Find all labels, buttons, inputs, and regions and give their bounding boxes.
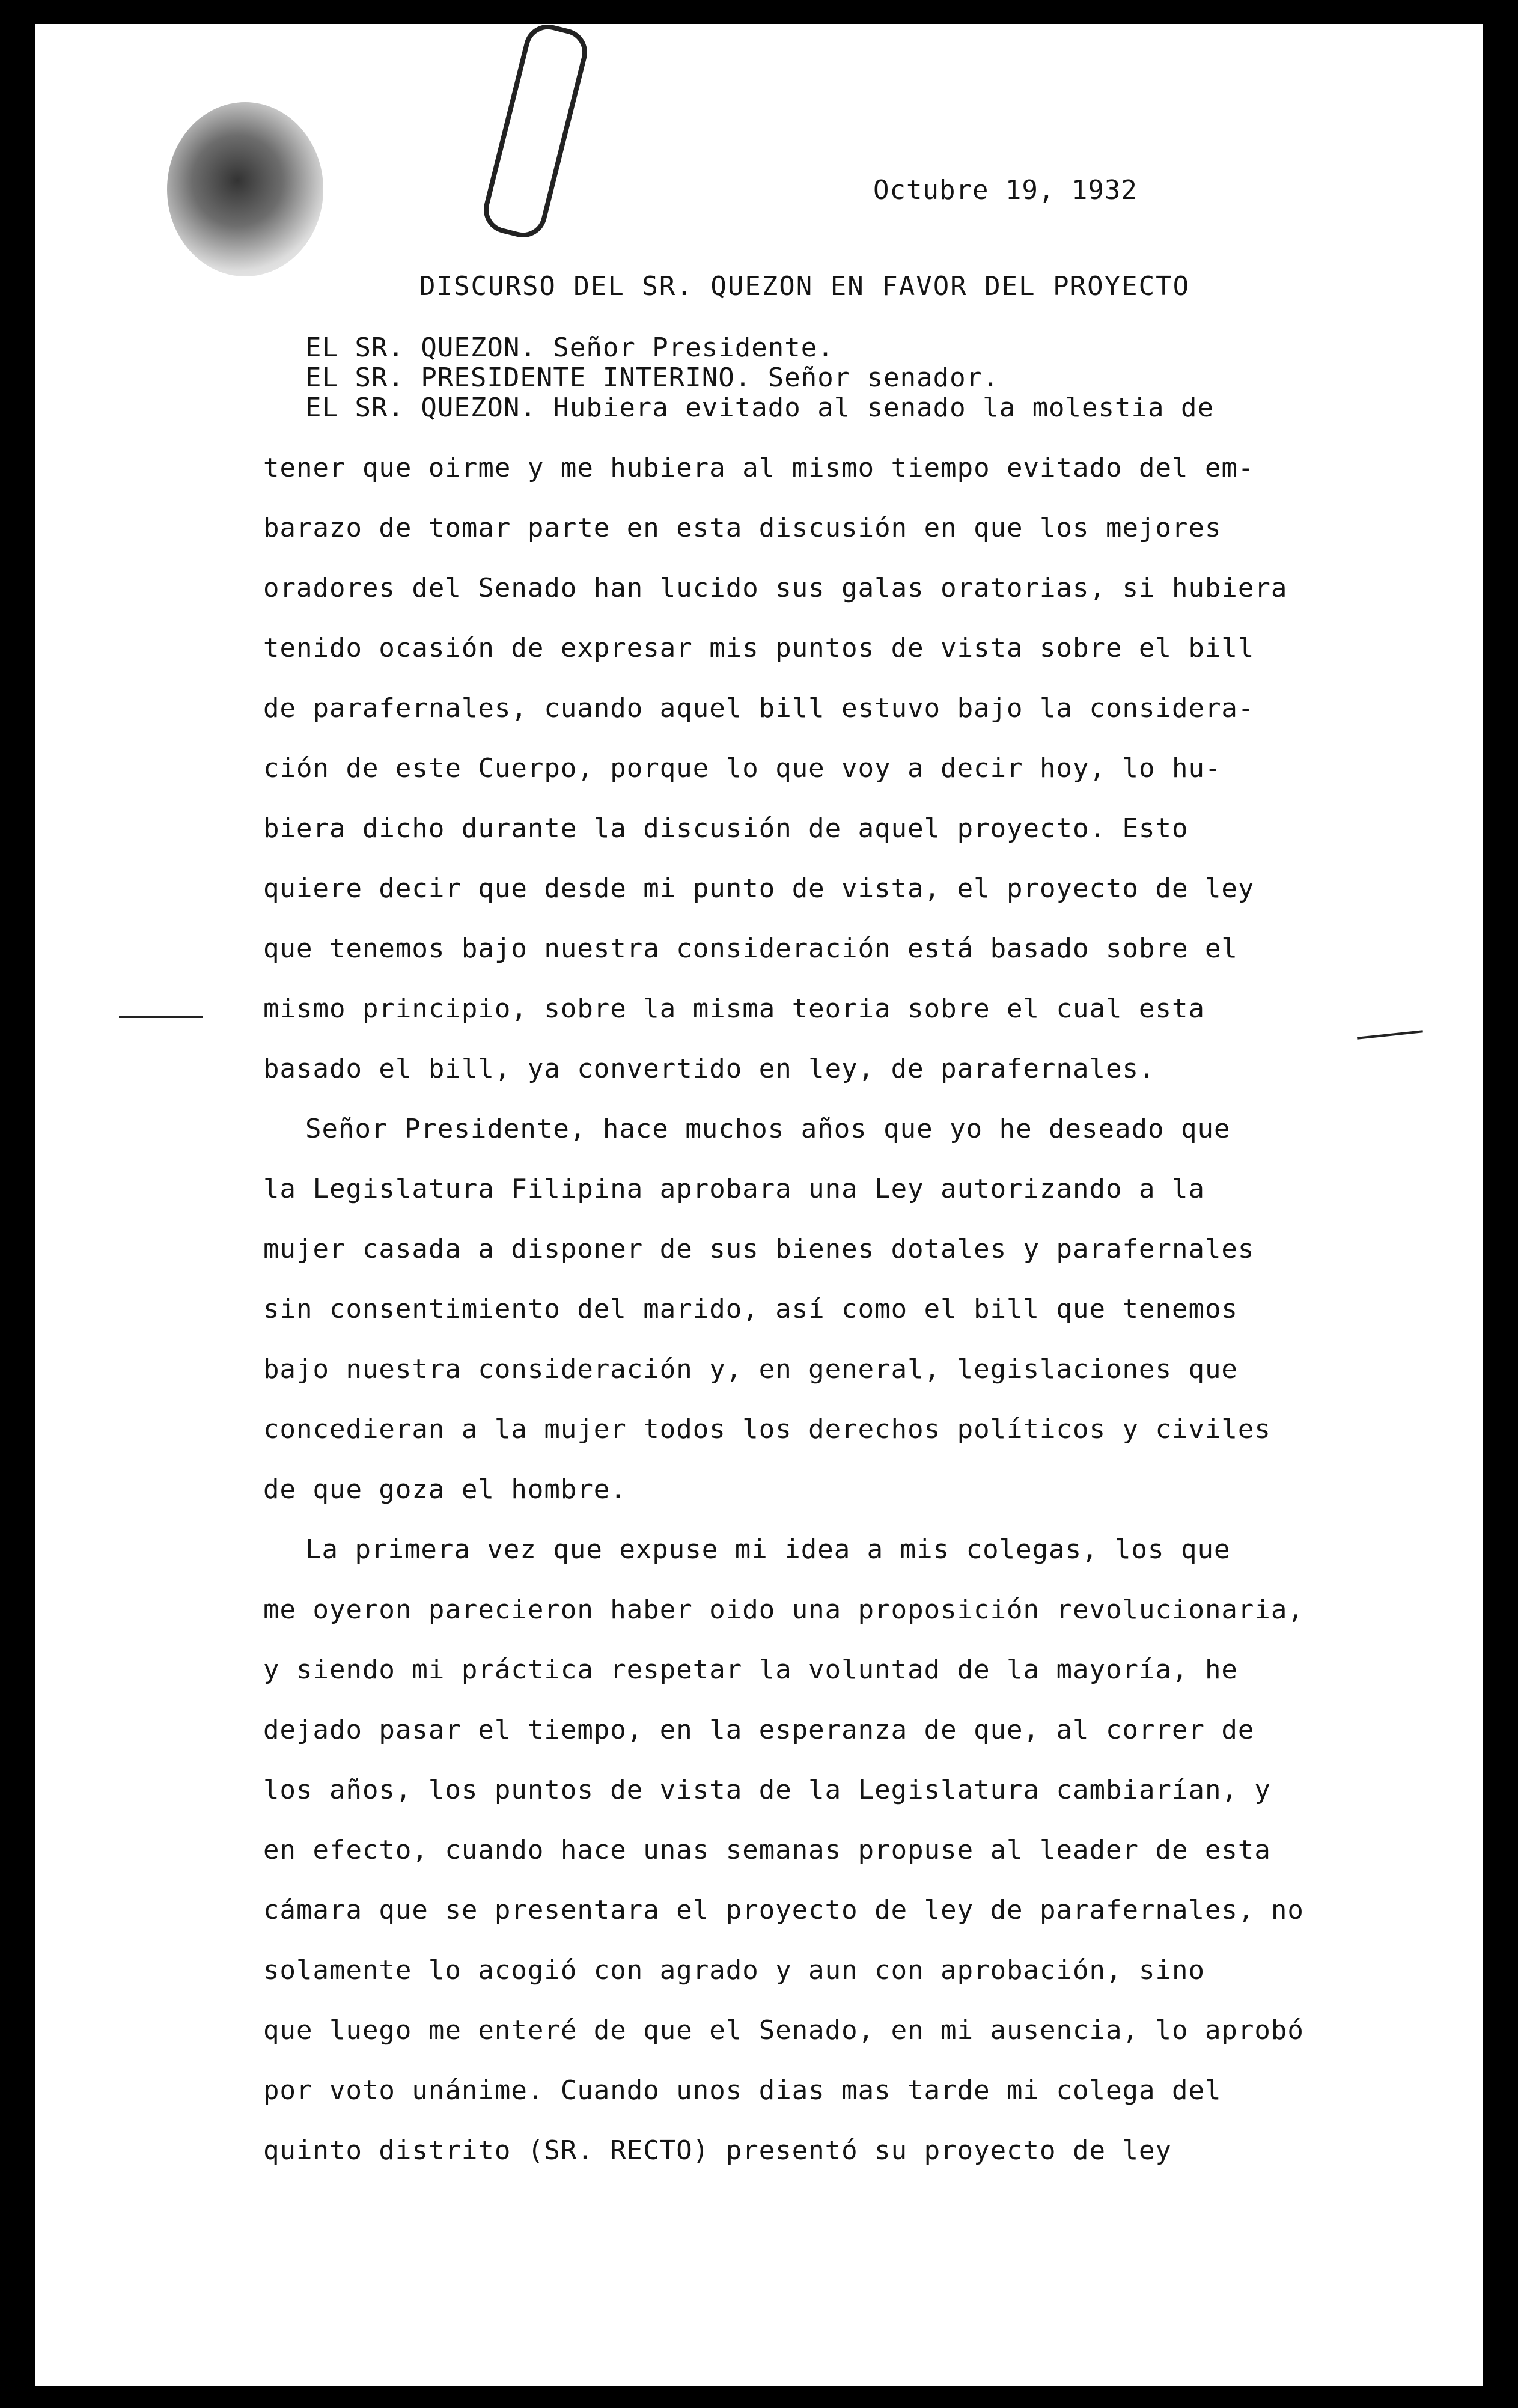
text-line: de parafernales, cuando aquel bill estuvo bajo la considera- [263, 693, 1255, 724]
text-line: concedieran a la mujer todos los derechos políticos y civiles [263, 1414, 1271, 1445]
text-line: solamente lo acogió con agrado y aun con aprobación, sino [263, 1955, 1205, 1986]
stray-mark [1357, 1030, 1423, 1039]
text-line: barazo de tomar parte en esta discusión en que los mejores [263, 513, 1222, 543]
document-page [35, 24, 1483, 2386]
text-line: dejado pasar el tiempo, en la esperanza de que, al correr de [263, 1715, 1255, 1745]
text-line: quiere decir que desde mi punto de vista, el proyecto de ley [263, 873, 1255, 904]
text-line: Señor Presidente, hace muchos años que yo he deseado que [305, 1114, 1231, 1144]
text-line: oradores del Senado han lucido sus galas oratorias, si hubiera [263, 573, 1288, 603]
text-line: que tenemos bajo nuestra consideración está basado sobre el [263, 933, 1238, 964]
text-line: cámara que se presentara el proyecto de ley de parafernales, no [263, 1895, 1304, 1925]
text-line: en efecto, cuando hace unas semanas propuse al leader de esta [263, 1835, 1271, 1865]
stray-mark [119, 1016, 203, 1018]
text-line: y siendo mi práctica respetar la voluntad de la mayoría, he [263, 1654, 1238, 1685]
text-line: bajo nuestra consideración y, en general, legislaciones que [263, 1354, 1238, 1385]
text-line: EL SR. PRESIDENTE INTERINO. Señor senador. [305, 362, 999, 393]
text-line: la Legislatura Filipina aprobara una Ley autorizando a la [263, 1174, 1205, 1204]
ink-stain [167, 102, 323, 276]
text-line: por voto unánime. Cuando unos dias mas tarde mi colega del [263, 2075, 1222, 2106]
text-line: mismo principio, sobre la misma teoria sobre el cual esta [263, 993, 1205, 1024]
document-date: Octubre 19, 1932 [873, 175, 1138, 206]
text-line: La primera vez que expuse mi idea a mis colegas, los que [305, 1534, 1231, 1565]
text-line: que luego me enteré de que el Senado, en mi ausencia, lo aprobó [263, 2015, 1304, 2046]
text-line: basado el bill, ya convertido en ley, de parafernales. [263, 1053, 1156, 1084]
text-line: de que goza el hombre. [263, 1474, 627, 1505]
text-line: tener que oirme y me hubiera al mismo tiempo evitado del em- [263, 453, 1255, 483]
text-line: mujer casada a disponer de sus bienes dotales y parafernales [263, 1234, 1255, 1264]
text-line: biera dicho durante la discusión de aquel proyecto. Esto [263, 813, 1189, 844]
text-line: ción de este Cuerpo, porque lo que voy a decir hoy, lo hu- [263, 753, 1222, 784]
text-line: EL SR. QUEZON. Hubiera evitado al senado la molestia de [305, 392, 1214, 423]
text-line: quinto distrito (SR. RECTO) presentó su proyecto de ley [263, 2135, 1172, 2166]
text-line: los años, los puntos de vista de la Legislatura cambiarían, y [263, 1775, 1271, 1805]
paper-clip [479, 24, 593, 243]
text-line: EL SR. QUEZON. Señor Presidente. [305, 332, 834, 363]
document-title: DISCURSO DEL SR. QUEZON EN FAVOR DEL PROYECTO [419, 271, 1190, 302]
text-line: me oyeron parecieron haber oido una proposición revolucionaria, [263, 1594, 1304, 1625]
text-line: tenido ocasión de expresar mis puntos de vista sobre el bill [263, 633, 1255, 663]
text-line: sin consentimiento del marido, así como el bill que tenemos [263, 1294, 1238, 1324]
